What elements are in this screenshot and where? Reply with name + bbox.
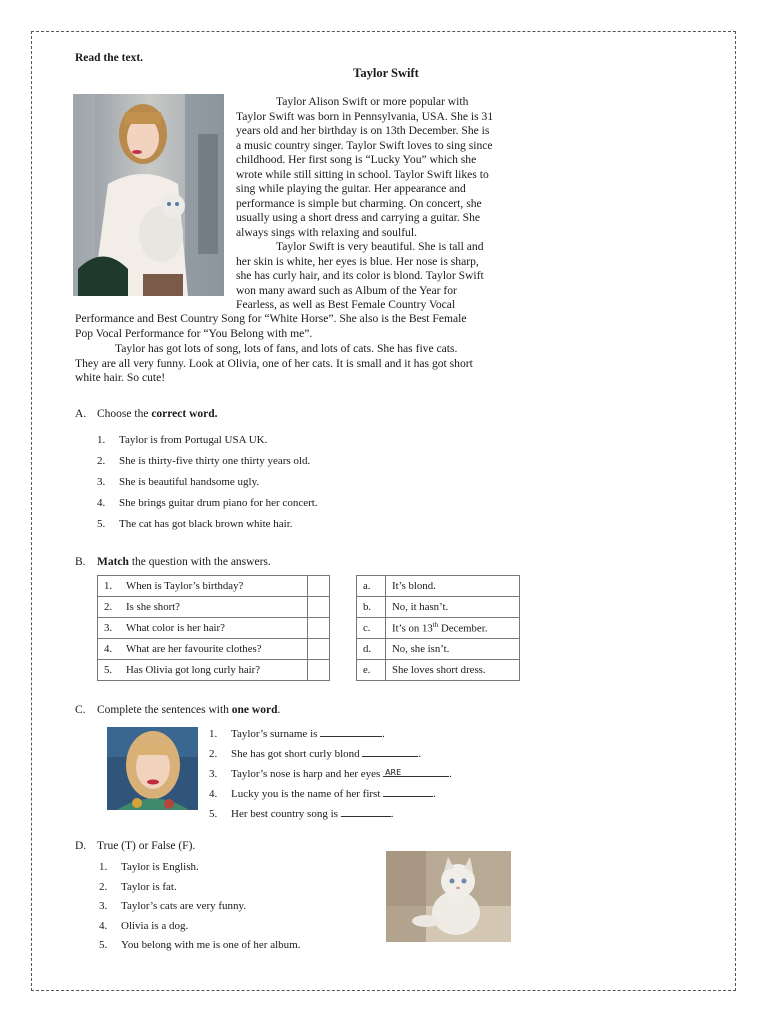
fill-blank[interactable] — [320, 727, 382, 737]
fill-blank[interactable] — [383, 787, 433, 797]
page-title: Taylor Swift — [353, 66, 419, 80]
list-item: 1. Taylor is English. — [99, 861, 199, 873]
reading-line: white hair. So cute! — [75, 371, 166, 384]
list-item: 3. Taylor’s cats are very funny. — [99, 900, 247, 913]
section-d-list — [99, 858, 300, 956]
table-row: b. No, it hasn’t. — [357, 597, 520, 618]
reading-line: Taylor has got lots of song, lots of fans, and lots of cats. She has five cats. — [115, 342, 458, 355]
list-item: 2. She has got short curly blond . — [209, 748, 422, 760]
answer-box[interactable] — [308, 639, 330, 660]
taylor-with-cat-photo — [73, 94, 224, 296]
handwritten-answer: ARE — [385, 768, 402, 777]
list-item: 5. The cat has got black brown white hair. — [97, 518, 293, 530]
cat-photo — [386, 851, 511, 942]
reading-line: she has curly hair, and its color is blond. Taylor Swift — [236, 269, 484, 282]
table-row: c. It’s on 13th December. — [357, 618, 520, 639]
list-item: 1. Taylor’s surname is . — [209, 728, 385, 740]
reading-line: childhood. Her first song is “Lucky You” which she — [236, 153, 477, 166]
section-a-list — [97, 430, 318, 535]
reading-line: Fearless, as well as Best Female Country Vocal — [236, 298, 456, 311]
instruction-text: Read the text. — [75, 52, 144, 64]
answer-box[interactable] — [308, 597, 330, 618]
answers-table — [356, 575, 520, 681]
reading-line: Taylor Swift was born in Pennsylvania, USA. She is 31 — [236, 109, 494, 123]
reading-line: Taylor Swift is very beautiful. She is tall and — [276, 240, 484, 253]
reading-line: performance is simple but charming. On concert, she — [236, 196, 482, 210]
list-item: 3. Taylor’s nose is harp and her eyes ARE . — [209, 764, 452, 784]
reading-line: usually using a short dress and carrying a guitar. She — [236, 211, 481, 224]
answer-box[interactable] — [308, 618, 330, 639]
table-row: e. She loves short dress. — [357, 660, 520, 681]
table-row: a. It’s blond. — [357, 576, 520, 597]
answer-box[interactable] — [308, 660, 330, 681]
list-item: 4. Lucky you is the name of her first . — [209, 788, 436, 800]
section-c-list — [209, 724, 452, 824]
reading-full-text — [75, 312, 530, 386]
table-row: 4. What are her favourite clothes? — [98, 639, 330, 660]
list-item: 1. Taylor is from Portugal USA UK. — [97, 434, 268, 446]
reading-line: Pop Vocal Performance for “You Belong with me”. — [75, 326, 313, 340]
reading-line: wrote while still sitting in school. Taylor Swift likes to — [236, 167, 489, 181]
fill-blank[interactable] — [341, 807, 391, 817]
list-item: 5. Her best country song is . — [209, 808, 394, 820]
questions-table — [97, 575, 330, 681]
reading-line: years old and her birthday is on 13th December. She is — [236, 124, 490, 137]
table-row: 2. Is she short? — [98, 597, 330, 618]
section-c-heading: C. Complete the sentences with one word. — [75, 704, 281, 716]
reading-line: They are all very funny. Look at Olivia, one of her cats. It is small and it has got short — [75, 356, 473, 370]
reading-line: always sings with relaxing and soulful. — [236, 225, 417, 239]
fill-blank[interactable] — [362, 747, 418, 757]
reading-line: sing while playing the guitar. Her appearance and — [236, 182, 466, 195]
table-row: 5. Has Olivia got long curly hair? — [98, 660, 330, 681]
list-item: 4. She brings guitar drum piano for her concert. — [97, 497, 318, 509]
section-b-heading: B. Match the question with the answers. — [75, 556, 271, 568]
taylor-portrait-photo — [107, 727, 198, 810]
section-a-heading: A. Choose the correct word. — [75, 408, 218, 420]
reading-line: her skin is white, her eyes is blue. Her nose is sharp, — [236, 254, 479, 268]
table-row: 3. What color is her hair? — [98, 618, 330, 639]
reading-line: Performance and Best Country Song for “White Horse”. She also is the Best Female — [75, 312, 467, 325]
section-d-heading: D. True (T) or False (F). — [75, 840, 196, 852]
reading-side-text — [236, 95, 530, 313]
fill-blank[interactable] — [383, 767, 449, 777]
table-row: d. No, she isn’t. — [357, 639, 520, 660]
reading-line: a music country singer. Taylor Swift loves to sing since — [236, 138, 493, 152]
answer-box[interactable] — [308, 576, 330, 597]
reading-line: won many award such as Album of the Year for — [236, 283, 457, 297]
table-row: 1. When is Taylor’s birthday? — [98, 576, 330, 597]
list-item: 3. She is beautiful handsome ugly. — [97, 476, 260, 488]
list-item: 5. You belong with me is one of her album. — [99, 939, 301, 952]
list-item: 2. She is thirty-five thirty one thirty years old. — [97, 455, 311, 467]
list-item: 4. Olivia is a dog. — [99, 919, 189, 932]
reading-line: Taylor Alison Swift or more popular with — [276, 95, 469, 108]
list-item: 2. Taylor is fat. — [99, 880, 177, 893]
